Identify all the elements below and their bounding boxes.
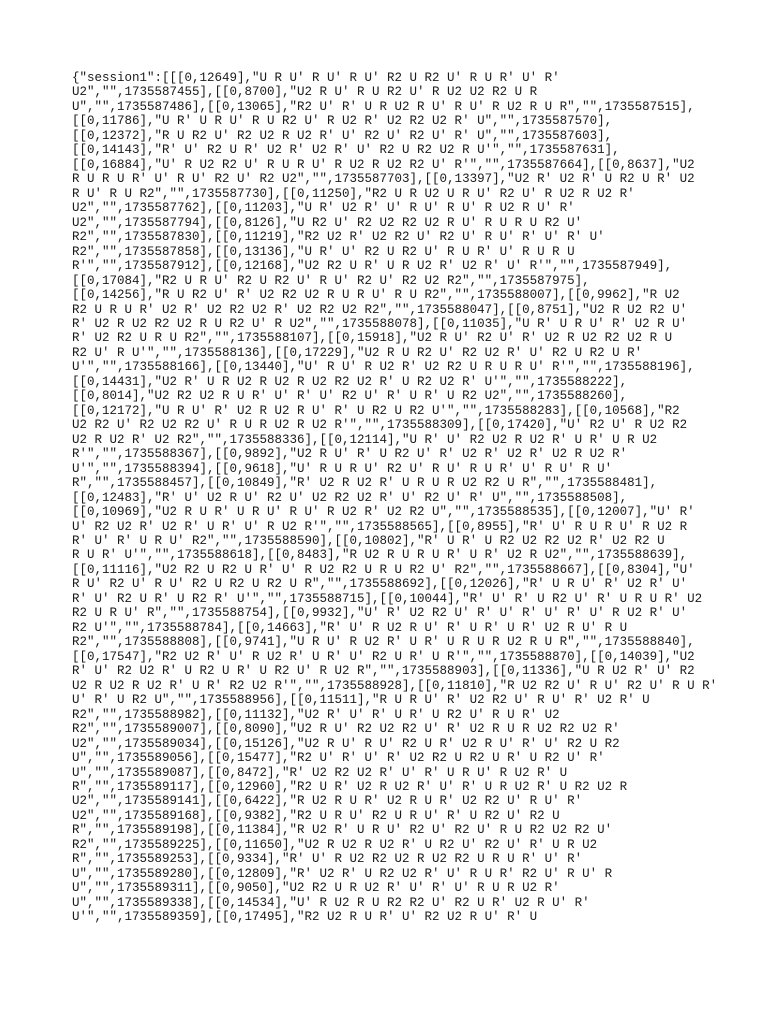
document-line: U","",1735589280],[[0,12809],"R' U2 R' U R2 U2 R' U' R U R' R2 U' R U' R bbox=[72, 866, 613, 881]
document-line: U2","",1735589141],[[0,6422],"R U2 R U R' U2 R U R' U2 R2 U' R U' R' bbox=[72, 794, 583, 809]
document-line: U' R' U R2 U","",1735588956],[[0,11511],"R U R U' R' U2 R2 U' R U' R' U2 R' U bbox=[72, 693, 650, 708]
document-line: U' R2 U2 R' U2 R' U R' U' R U2 R'","",1735588565],[[0,8955],"R' U' R U R U' R U2 R bbox=[72, 519, 688, 534]
document-line: [[0,16884],"U' R U2 R2 U' R U R U' R U2 R U2 R2 U' R'","",1735587664],[[0,8637],"U2 bbox=[72, 157, 695, 172]
document-line: R'","",1735588367],[[0,9892],"U2 R U' R' U R2 U' R' U2 R' U2 R' U2 R U2 R' bbox=[72, 447, 628, 462]
document-line: [[0,12483],"R' U' U2 R U' R2 U' U2 R2 U2 R' U' R2 U' R' U","",1735588508], bbox=[72, 490, 628, 505]
document-line: [[0,17084],"R2 U R U' R2 U R2 U' R U' R2 U' R2 U2 R2","",1735587975], bbox=[72, 273, 590, 288]
document-line: U2 R U2 R' U2 R2","",1735588336],[[0,12114],"U R' U' R2 U2 R U2 R' U R' U R U2 bbox=[72, 432, 658, 447]
document-line: R' U' R2 U R' U R2 R' U'","",1735588715],[[0,10044],"R' U' R' U R2 U' R' U R U R' U2 bbox=[72, 591, 703, 606]
document-line: R' U' R' U R U' R2","",1735588590],[[0,10802],"R' U R' U R2 U2 R2 U2 R' U2 R2 U bbox=[72, 534, 665, 548]
document-line: R","",1735589253],[[0,9334],"R' U' R U2 R2 U2 R U2 R2 U R U R' U' R' bbox=[72, 852, 583, 867]
document-line: R' U2 R U2 R2 U2 R U R2 U' R U2","",1735588078],[[0,11035],"U R' U R U' R' U2 R U' bbox=[72, 316, 688, 331]
document-line: [[0,14143],"R' U' R2 U R' U2 R' U2 R' U' R2 U R2 U2 R U'","",1735587631], bbox=[72, 143, 620, 158]
document-line: U2 R U2 R U2 R' U R' R2 U2 R'","",1735588928],[[0,11810],"R U2 R2 U' R U' R2 U' R U R' bbox=[72, 678, 718, 693]
document-line: R","",1735589117],[[0,12960],"R2 U R' U2 R U2 R' U' R' U R U2 R' U R2 U2 R bbox=[72, 779, 628, 794]
document-line: R","",1735588457],[[0,10849],"R' U2 R U2 R' U R U R U2 R2 U R","",1735588481], bbox=[72, 476, 658, 491]
document-line: R U' R U R2","",1735587730],[[0,11250],"R2 U R U2 U R U' R2 U' R U2 R U2 R' bbox=[72, 186, 635, 201]
document-line: R2","",1735589007],[[0,8090],"U2 R U' R2 U2 R2 U' R' U2 R U R U2 R2 U2 R' bbox=[72, 722, 620, 737]
document-line: U2","",1735587455],[[0,8700],"U2 R U' R U R2 U' R U2 U2 R2 U R bbox=[72, 85, 538, 100]
raw-json-document bbox=[72, 71, 718, 925]
document-line: [[0,14431],"U2 R' U R U2 R U2 R U2 R2 U2 R' U R2 U2 R' U'","",1735588222], bbox=[72, 374, 628, 389]
document-line: R U R' U'","",1735588618],[[0,8483],"R U2 R U R U R' U R' U2 R U2","",1735588639], bbox=[72, 548, 688, 563]
document-line: R2 U R U R' U2 R' U2 R2 U2 R' U2 R2 U2 R2","",1735588047],[[0,8751],"U2 R U2 R2 U' bbox=[72, 302, 688, 317]
document-line: [[0,17547],"R2 U2 R' U' R U2 R' U R' U' R2 U R' U R'","",1735588870],[[0,14039],"U2 bbox=[72, 649, 695, 664]
document-line: [[0,12172],"U R U' R' U2 R U2 R U' R' U R2 U R2 U'","",1735588283],[[0,10568],"R2 bbox=[72, 403, 680, 418]
document-line: R2","",1735587830],[[0,11219],"R2 U2 R' U2 R2 U' R2 U' R U' R' U' R' U' bbox=[72, 230, 605, 245]
document-line: U2 R2 U' R2 U2 R2 U' R U R U2 R U2 R'","",1735588309],[[0,17420],"U' R2 U' R U2 R2 bbox=[72, 418, 688, 433]
document-line: U","",1735589056],[[0,15477],"R2 U' R' U' R' U2 R2 U R2 U R' U R2 U' R' bbox=[72, 751, 605, 766]
document-line: U2","",1735589034],[[0,15126],"U2 R U' R U' R2 U R' U2 R U' R' U' R2 U R2 bbox=[72, 736, 620, 751]
document-line: R U R U R' U' R U' R2 U' R2 U2","",1735587703],[[0,13397],"U2 R' U2 R' U R2 U R' U2 bbox=[72, 172, 695, 187]
document-line: R'","",1735587912],[[0,12168],"U2 R2 U R' U R U2 R' U2 R' U' R'","",1735587949], bbox=[72, 259, 673, 274]
document-line: R2","",1735588982],[[0,11132],"U2 R' U' R' U R' U R2 U' R U R' U2 bbox=[72, 707, 560, 722]
document-line: U'","",1735588166],[[0,13440],"U' R U' R U2 R' U2 R2 U R U R U' R'","",1735588196], bbox=[72, 360, 695, 375]
document-line: R2","",1735588808],[[0,9741],"U R U' R U2 R' U R' U R U R U2 R U R","",1735588840], bbox=[72, 635, 695, 650]
document-line: [[0,10969],"U2 R U R' U R U' R U' R U2 R' U2 R2 U","",1735588535],[[0,12007],"U' R' bbox=[72, 505, 695, 520]
document-line: U2","",1735587762],[[0,11203],"U R' U2 R' U' R U' R U' R U2 R U' R' bbox=[72, 201, 575, 216]
document-line: {"session1":[[[0,12649],"U R U' R U' R U' R2 U R2 U' R U R' U' R' bbox=[72, 71, 560, 85]
document-line: U2","",1735589168],[[0,9382],"R2 U R U' R2 U R U' R' U R2 U' R2 U bbox=[72, 808, 560, 823]
document-line: U","",1735589311],[[0,9050],"U2 R2 U R U2 R' U' R' U' R U R U2 R' bbox=[72, 881, 560, 896]
document-line: [[0,8014],"U2 R2 U2 R U R' U' R' U' R2 U' R' U R' U R2 U2","",1735588260], bbox=[72, 389, 628, 404]
document-line: [[0,11116],"U2 R2 U R2 U R' U' R U2 R2 U R U R2 U' R2","",1735588667],[[0,8304],"U' bbox=[72, 562, 695, 577]
document-line: R","",1735589198],[[0,11384],"R U2 R' U R U' R2 U' R2 U' R U R2 U2 R2 U' bbox=[72, 823, 613, 838]
document-line: R' U' R2 U2 R' U R2 U R' U R2 U' R U2 R","",1735588903],[[0,11336],"U R U2 R' U' R2 bbox=[72, 664, 695, 679]
document-line: U2","",1735587794],[[0,8126],"U R2 U' R2 U2 R2 U2 R U' R U R U R2 U' bbox=[72, 215, 583, 230]
document-line: U'","",1735588394],[[0,9618],"U' R U R U' R2 U' R U' R U R' U' R U' R U' bbox=[72, 461, 613, 476]
document-line: R2 U' R U'","",1735588136],[[0,17229],"U2 R U R2 U' R2 U2 R' U' R2 U R2 U R' bbox=[72, 345, 643, 360]
document-line: R U' R2 U' R U' R2 U R2 U R2 U R","",1735588692],[[0,12026],"R' U R U' R' U2 R' U' bbox=[72, 577, 688, 592]
document-line: R2","",1735587858],[[0,13136],"U R' U' R2 U R2 U' R U R' U' R U R U bbox=[72, 244, 575, 259]
document-line: R' U2 R2 U R U R2","",1735588107],[[0,15918],"U2 R U' R2 U' R' U2 R U2 R2 U2 R U bbox=[72, 331, 673, 346]
document-line: U'","",1735589359],[[0,17495],"R2 U2 R U R' U' R2 U2 R U' R' U bbox=[72, 910, 538, 925]
document-line: [[0,12372],"R U R2 U' R2 U2 R U2 R' U' R2 U' R2 U' R' U","",1735587603], bbox=[72, 128, 613, 143]
document-line: [[0,14256],"R U R2 U' R' U2 R2 U2 R U R U' R U R2","",1735588007],[[0,9962],"R U2 bbox=[72, 288, 680, 303]
document-line: U","",1735589338],[[0,14534],"U' R U2 R U R2 R2 U' R2 U R' U2 R U' R' bbox=[72, 895, 590, 910]
document-line: R2 U'","",1735588784],[[0,14663],"R' U' R U2 R U' R' U R' U R' U2 R U' R U bbox=[72, 620, 628, 635]
document-line: U","",1735589087],[[0,8472],"R' U2 R2 U2 R' U' R' U R U' R U2 R' U bbox=[72, 765, 568, 780]
document-line: [[0,11786],"U R' U R U' R U R2 U' R U2 R' U2 R2 U2 R' U","",1735587570], bbox=[72, 114, 613, 129]
document-line: U","",1735587486],[[0,13065],"R2 U' R' U R U2 R U' R U' R U2 R U R","",1735587515], bbox=[72, 99, 695, 114]
document-line: R2 U R U' R","",1735588754],[[0,9932],"U' R' U2 R2 U' R' U' R' U' R' U' R U2 R' U' bbox=[72, 606, 688, 621]
document-line: R2","",1735589225],[[0,11650],"U2 R U2 R U2 R' U R2 U' R2 U' R' U R U2 bbox=[72, 837, 598, 852]
